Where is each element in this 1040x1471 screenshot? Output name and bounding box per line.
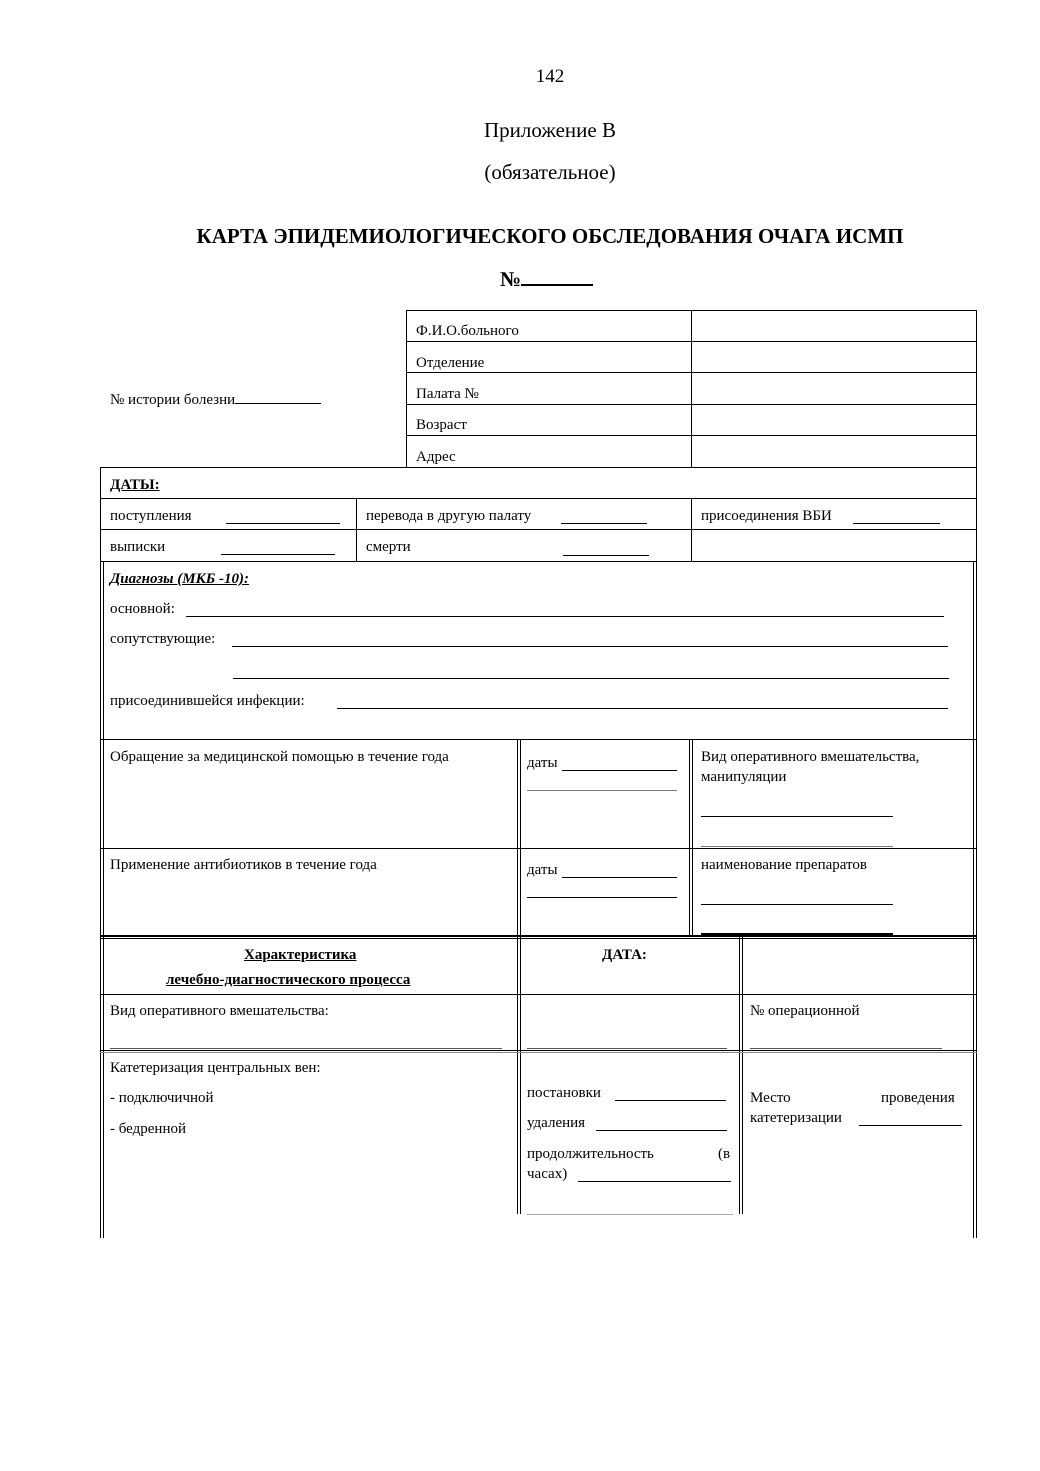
duration-label: продолжительность [527, 1146, 654, 1162]
diagnoses-header: Диагнозы (МКБ -10): [110, 571, 250, 587]
antibiotics-dates-label: даты [527, 862, 558, 878]
place-label-word2: проведения [881, 1090, 955, 1106]
drugs-line [701, 904, 893, 905]
ward-label: Палата № [416, 386, 479, 402]
address-label: Адрес [416, 449, 456, 465]
duration-line [578, 1181, 731, 1182]
vbi-date-label: присоединения ВБИ [701, 508, 832, 524]
duration-open-paren: (в [718, 1146, 731, 1162]
card-title: КАРТА ЭПИДЕМИОЛОГИЧЕСКОГО ОБСЛЕДОВАНИЯ ОЧАГА ИСМП [196, 224, 904, 248]
department-label: Отделение [416, 355, 485, 371]
transfer-date-label: перевода в другую палату [366, 508, 532, 524]
operating-room-line [750, 1048, 942, 1049]
intervention-line-2 [701, 846, 893, 847]
femoral-label: - бедренной [110, 1121, 187, 1137]
antibiotics-dates-line-2 [527, 897, 677, 898]
surgery-type-label: Вид оперативного вмешательства: [110, 1003, 329, 1019]
intervention-label-line1: Вид оперативного вмешательства, [701, 749, 920, 765]
patient-name-label: Ф.И.О.больного [416, 323, 519, 339]
duration-hours-label: часах) [527, 1166, 568, 1182]
death-date-label: смерти [366, 539, 411, 555]
history-number-field: № истории болезни [110, 389, 321, 409]
intervention-label-line2: манипуляции [701, 769, 787, 785]
death-date-line [563, 555, 649, 556]
card-number: № [500, 266, 593, 292]
placement-line [615, 1100, 726, 1101]
drugs-label: наименование препаратов [701, 857, 867, 873]
concomitant-diagnosis-line-2 [233, 678, 949, 679]
process-date-header: ДАТА: [602, 947, 647, 963]
discharge-date-label: выписки [110, 539, 166, 555]
main-diagnosis-label: основной: [110, 601, 175, 617]
medical-help-label: Обращение за медицинской помощью в течение года [110, 749, 449, 765]
removal-label: удаления [527, 1115, 586, 1131]
appendix-note: (обязательное) [484, 160, 616, 184]
placement-label: постановки [527, 1085, 601, 1101]
age-label: Возраст [416, 417, 467, 433]
place-label-word1: Место [750, 1090, 791, 1106]
dates-header: ДАТЫ: [110, 477, 160, 493]
admission-date-line [226, 523, 340, 524]
infection-diagnosis-line [337, 708, 948, 709]
place-line [859, 1125, 962, 1126]
operating-room-label: № операционной [750, 1003, 860, 1019]
appendix-title: Приложение В [484, 118, 616, 142]
concomitant-diagnosis-line [232, 646, 948, 647]
surgery-type-line [110, 1048, 502, 1049]
vbi-date-line [853, 523, 940, 524]
main-diagnosis-line [186, 616, 944, 617]
subclavian-label: - подключичной [110, 1090, 214, 1106]
medical-help-dates-label: даты [527, 755, 558, 771]
process-header-line2: лечебно-диагностического процесса [166, 972, 411, 988]
process-header-line1: Характеристика [244, 947, 357, 963]
surgery-date-line [527, 1048, 727, 1049]
medical-help-dates-line-2 [527, 790, 677, 791]
place-label-word3: катетеризации [750, 1110, 842, 1126]
intervention-line [701, 816, 893, 817]
transfer-date-line [561, 523, 647, 524]
concomitant-diagnosis-label: сопутствующие: [110, 631, 216, 647]
discharge-date-line [221, 554, 335, 555]
admission-date-label: поступления [110, 508, 192, 524]
antibiotics-dates-line [562, 877, 677, 878]
infection-diagnosis-label: присоединившейся инфекции: [110, 693, 305, 709]
catheter-date-extra-line [527, 1214, 733, 1215]
catheter-title: Катетеризация центральных вен: [110, 1060, 321, 1076]
removal-line [596, 1130, 727, 1131]
medical-help-dates-line [562, 770, 677, 771]
drugs-line-2 [701, 933, 893, 935]
antibiotics-label: Применение антибиотиков в течение года [110, 857, 377, 873]
page-number: 142 [535, 66, 565, 87]
